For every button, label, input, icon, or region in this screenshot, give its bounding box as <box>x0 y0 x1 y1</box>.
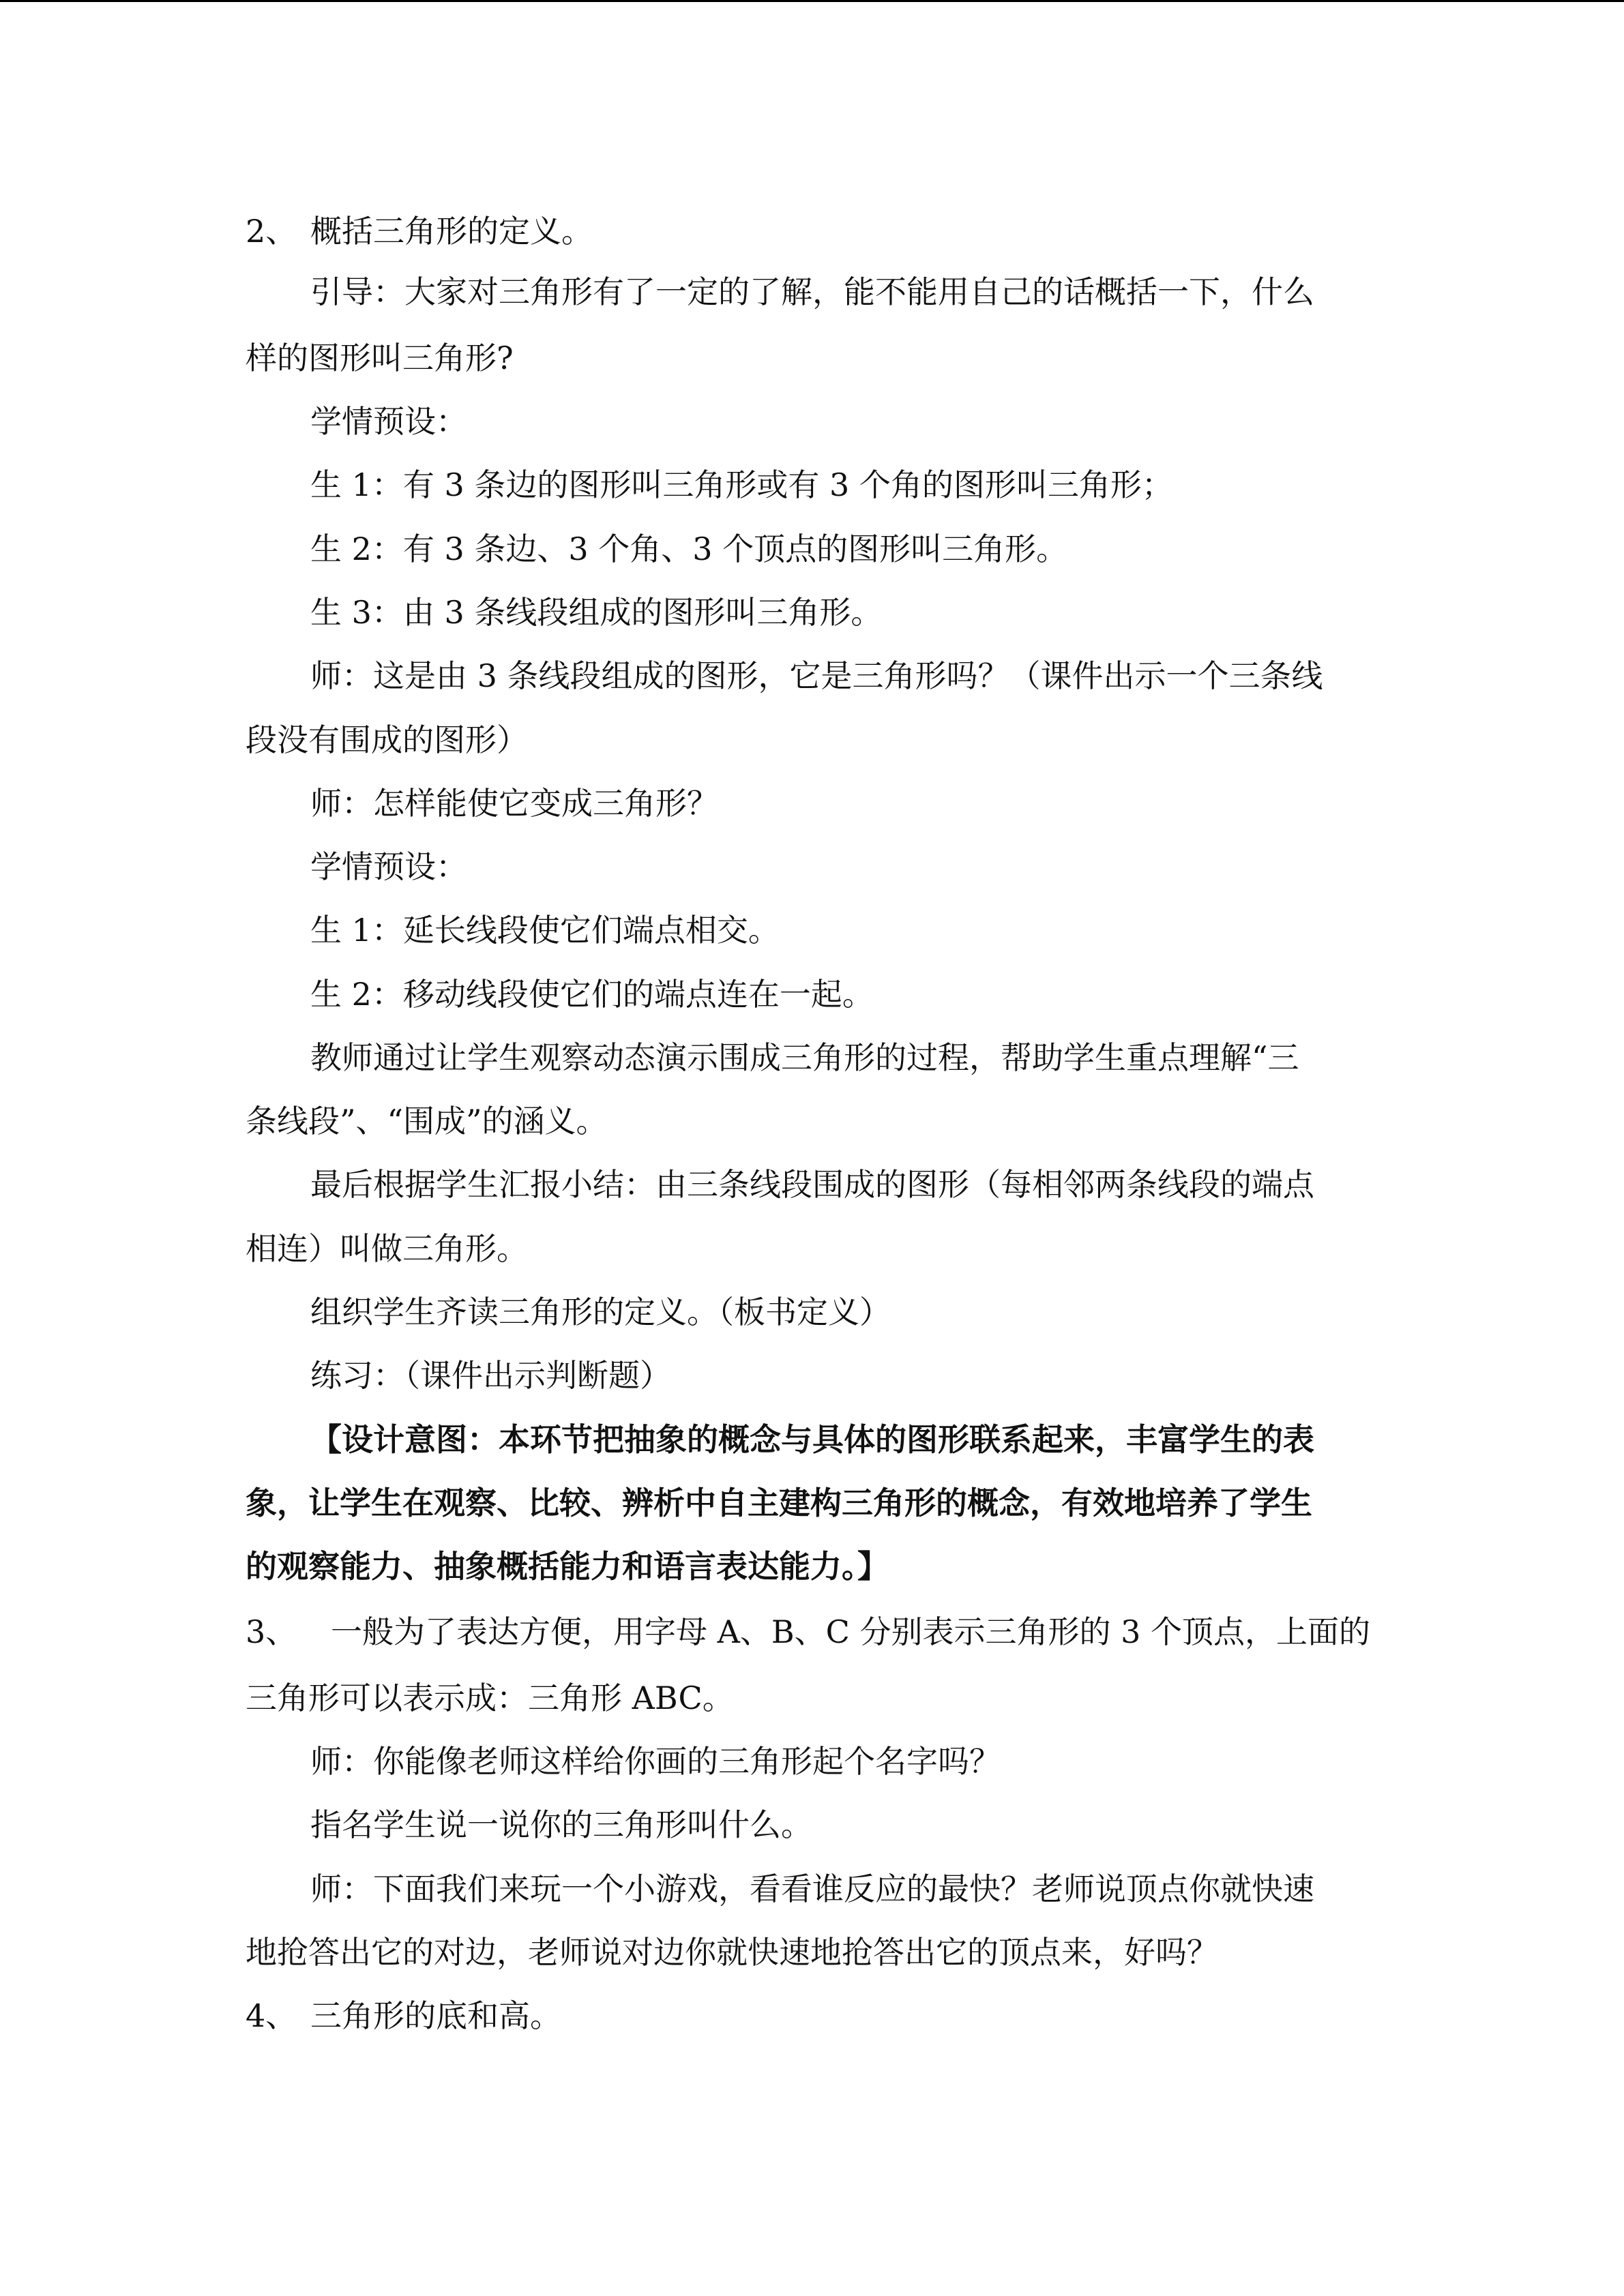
design-intent-line: 象，让学生在观察、比较、辨析中自主建构三角形的概念，有效地培养了学生 <box>246 1485 1312 1521</box>
page-top-border <box>0 0 1624 2</box>
paragraph-line: 生 3：由 3 条线段组成的图形叫三角形。 <box>310 594 883 631</box>
design-intent-line: 【设计意图：本环节把抽象的概念与具体的图形联系起来，丰富学生的表 <box>310 1421 1314 1458</box>
paragraph-line: 师：下面我们来玩一个小游戏，看看谁反应的最快？老师说顶点你就快速 <box>310 1870 1314 1907</box>
paragraph-line: 师：这是由 3 条线段组成的图形，它是三角形吗？（课件出示一个三条线 <box>310 657 1323 694</box>
paragraph-line: 生 1：有 3 条边的图形叫三角形或有 3 个角的图形叫三角形； <box>310 466 1173 503</box>
paragraph-line: 段没有围成的图形） <box>246 721 528 758</box>
heading-text: 三角形的底和高。 <box>310 1997 561 2034</box>
paragraph-line: 地抢答出它的对边，老师说对边你就快速地抢答出它的顶点来，好吗？ <box>246 1934 1218 1971</box>
paragraph-line: 师：你能像老师这样给你画的三角形起个名字吗？ <box>310 1743 1001 1780</box>
paragraph-line: 三角形可以表示成：三角形 ABC。 <box>246 1680 734 1716</box>
paragraph-line: 练习：（课件出示判断题） <box>310 1357 671 1394</box>
paragraph-line: 条线段”、“围成”的涵义。 <box>246 1103 608 1139</box>
paragraph-line: 生 2：移动线段使它们的端点连在一起。 <box>310 976 874 1013</box>
heading-item-4 <box>246 1997 561 2035</box>
paragraph-line: 样的图形叫三角形? <box>246 340 514 376</box>
paragraph-line: 指名学生说一说你的三角形叫什么。 <box>310 1806 812 1843</box>
heading-text: 概括三角形的定义。 <box>310 213 593 250</box>
paragraph-line: 相连）叫做三角形。 <box>246 1230 528 1267</box>
paragraph-line: 教师通过让学生观察动态演示围成三角形的过程，帮助学生重点理解“三 <box>310 1039 1299 1076</box>
paragraph-line: 生 1：延长线段使它们端点相交。 <box>310 912 780 949</box>
paragraph-line: 最后根据学生汇报小结：由三条线段围成的图形（每相邻两条线段的端点 <box>310 1166 1314 1203</box>
heading-item-3 <box>246 1613 1370 1651</box>
list-number: 4、 <box>246 1997 297 2034</box>
heading-item-2 <box>246 212 593 250</box>
paragraph-line: 组织学生齐读三角形的定义。（板书定义） <box>310 1294 891 1330</box>
paragraph-line: 师：怎样能使它变成三角形？ <box>310 785 718 822</box>
paragraph-line: 学情预设： <box>310 403 467 440</box>
paragraph-line: 学情预设： <box>310 848 467 885</box>
paragraph-line: 引导：大家对三角形有了一定的了解，能不能用自己的话概括一下，什么 <box>310 273 1314 310</box>
list-number: 2、 <box>246 213 297 250</box>
paragraph-line: 生 2：有 3 条边、3 个角、3 个顶点的图形叫三角形。 <box>310 531 1068 567</box>
design-intent-line: 的观察能力、抽象概括能力和语言表达能力。】 <box>246 1548 889 1585</box>
list-number: 3、 <box>246 1613 297 1650</box>
heading-text: 一般为了表达方便，用字母 A、B、C 分别表示三角形的 3 个顶点，上面的 <box>331 1613 1370 1650</box>
